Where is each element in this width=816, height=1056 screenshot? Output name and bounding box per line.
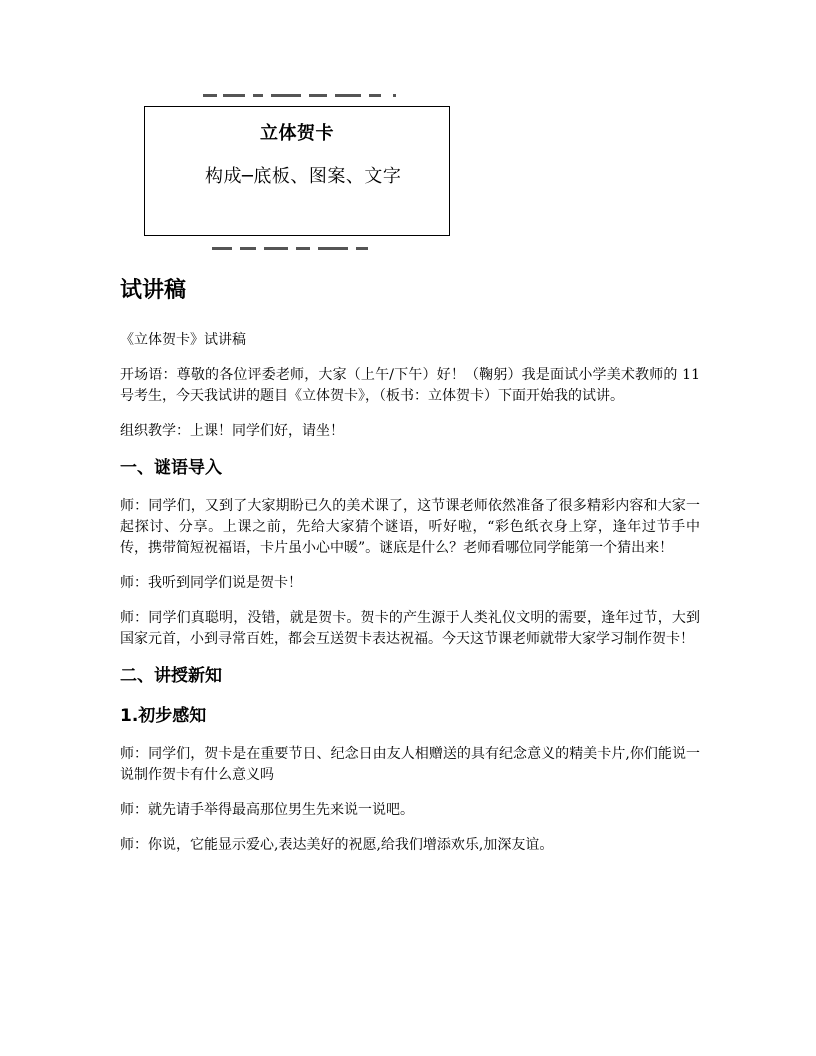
document-body bbox=[120, 276, 700, 870]
section-1-paragraph-3: 师：同学们真聪明，没错，就是贺卡。贺卡的产生源于人类礼仪文明的需要，逢年过节，大到国家元首，小到寻常百姓，都会互送贺卡表达祝福。今天这节课老师就带大家学习制作贺卡！ bbox=[120, 610, 700, 647]
section-1-paragraph-1: 师：同学们，又到了大家期盼已久的美术课了，这节课老师依然准备了很多精彩内容和大家一起探讨、分享。上课之前，先给大家猜个谜语，听好啦，“彩色纸衣身上穿，逢年过节手中传，携带简短祝福语，卡片虽小心中暖”。谜底是什么？老师看哪位同学能第一个猜出来！ bbox=[120, 498, 700, 556]
document-subtitle: 《立体贺卡》试讲稿 bbox=[120, 332, 246, 348]
cropped-text-fragment-bottom bbox=[208, 246, 378, 252]
section-2-heading: 二、讲授新知 bbox=[120, 666, 222, 686]
cropped-text-fragment-top bbox=[195, 93, 405, 99]
blackboard-design-image bbox=[144, 106, 450, 236]
section-1-heading: 一、谜语导入 bbox=[120, 458, 222, 478]
document-title: 试讲稿 bbox=[120, 278, 187, 303]
subsection-1-paragraph-3: 师：你说，它能显示爱心,表达美好的祝愿,给我们增添欢乐,加深友谊。 bbox=[120, 837, 554, 853]
subsection-1-heading: 1.初步感知 bbox=[120, 706, 207, 726]
subsection-1-paragraph-1: 师：同学们，贺卡是在重要节日、纪念日由友人相赠送的具有纪念意义的精美卡片,你们能说一说制作贺卡有什么意义吗 bbox=[120, 746, 700, 783]
board-subtitle: 构成─底板、图案、文字 bbox=[205, 166, 402, 187]
opening-paragraph: 开场语：尊敬的各位评委老师，大家（上午/下午）好！（鞠躬）我是面试小学美术教师的 11 号考生，今天我试讲的题目《立体贺卡》，（板书：立体贺卡）下面开始我的试讲。 bbox=[120, 367, 700, 404]
section-1-paragraph-2: 师：我听到同学们说是贺卡！ bbox=[120, 575, 302, 591]
board-title: 立体贺卡 bbox=[260, 123, 334, 144]
organize-paragraph: 组织教学：上课！同学们好，请坐！ bbox=[120, 423, 344, 439]
subsection-1-paragraph-2: 师：就先请手举得最高那位男生先来说一说吧。 bbox=[120, 802, 414, 818]
